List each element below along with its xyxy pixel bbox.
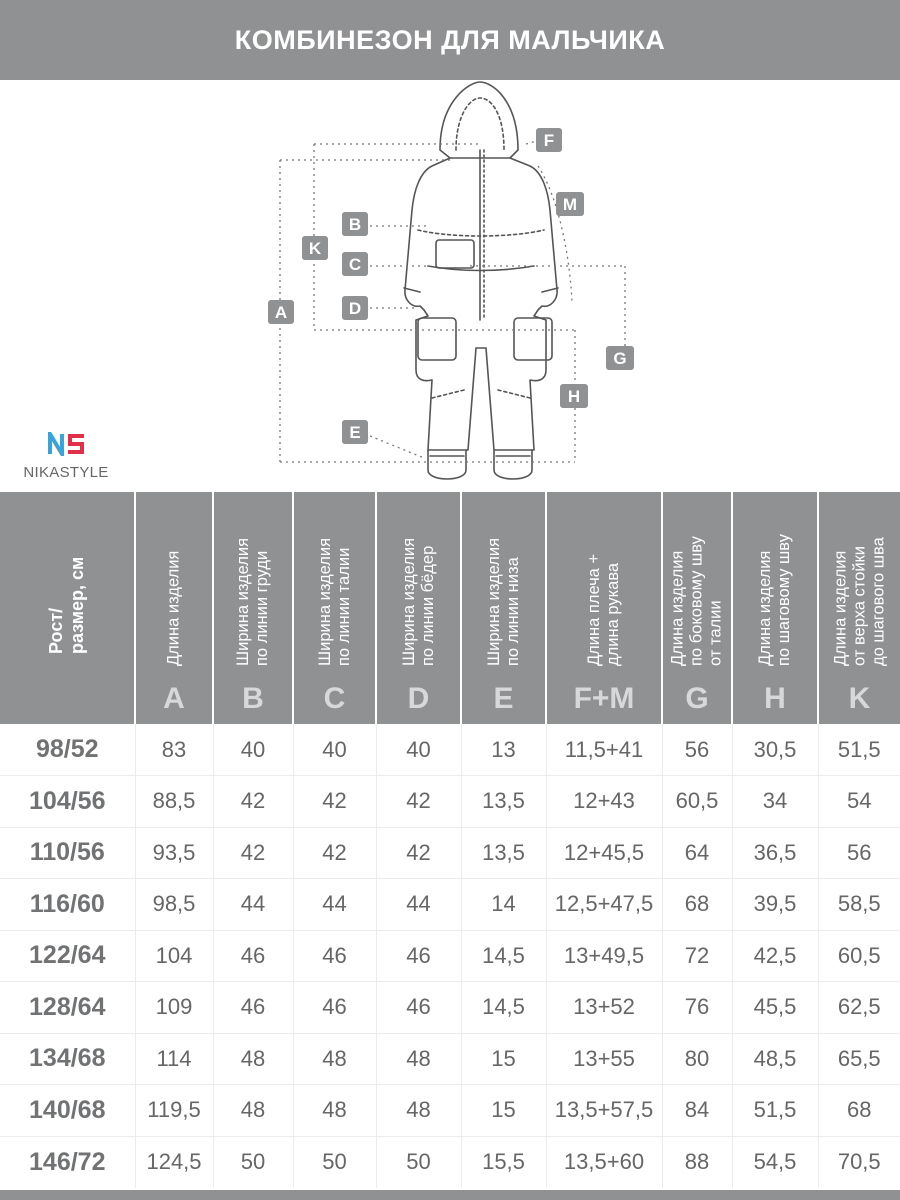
column-header-letter: K <box>848 682 871 715</box>
measurement-cell: 39,5 <box>732 879 818 931</box>
svg-text:M: M <box>562 195 578 214</box>
column-header-label: Длина изделия <box>164 550 183 666</box>
measurement-cell: 56 <box>818 827 900 879</box>
size-cell: 128/64 <box>0 982 135 1034</box>
measurement-cell: 40 <box>293 724 376 776</box>
measurement-cell: 54,5 <box>732 1136 818 1188</box>
column-header <box>135 492 213 724</box>
svg-text:B: B <box>348 215 362 234</box>
column-header-letter: H <box>764 682 786 715</box>
column-header <box>461 492 546 724</box>
column-header <box>293 492 376 724</box>
table-row <box>0 724 900 776</box>
title-bar <box>0 0 900 80</box>
label-f <box>536 128 562 152</box>
measurement-cell: 109 <box>135 982 213 1034</box>
measurement-cell: 124,5 <box>135 1136 213 1188</box>
measurement-cell: 42 <box>293 776 376 828</box>
measurement-cell: 48,5 <box>732 1033 818 1085</box>
table-row <box>0 776 900 828</box>
size-cell: 98/52 <box>0 724 135 776</box>
label-d <box>342 296 368 320</box>
label-m <box>556 192 584 216</box>
measurement-cell: 13+52 <box>546 982 662 1034</box>
column-header <box>213 492 293 724</box>
column-header-letter: F+M <box>573 682 635 715</box>
measurement-cell: 93,5 <box>135 827 213 879</box>
table-row <box>0 1136 900 1188</box>
table-row <box>0 982 900 1034</box>
brand-logo-icon <box>48 432 86 456</box>
column-header-letter: A <box>163 682 185 715</box>
measurement-cell: 114 <box>135 1033 213 1085</box>
svg-text:E: E <box>349 423 361 442</box>
table-row <box>0 930 900 982</box>
size-cell: 110/56 <box>0 827 135 879</box>
measurement-cell: 36,5 <box>732 827 818 879</box>
measurement-cell: 48 <box>376 1033 461 1085</box>
column-header-label: Ширина изделия по линии низа <box>484 537 522 666</box>
size-cell: 116/60 <box>0 879 135 931</box>
svg-text:K: K <box>308 239 322 258</box>
measurement-cell: 50 <box>293 1136 376 1188</box>
measurement-cell: 46 <box>213 982 293 1034</box>
measurement-cell: 40 <box>376 724 461 776</box>
measurement-cell: 68 <box>662 879 732 931</box>
column-header-letter: G <box>685 682 709 715</box>
table-body <box>0 724 900 1188</box>
column-header-label: Длина изделия по боковому шву от талии <box>668 536 725 666</box>
page-title: КОМБИНЕЗОН ДЛЯ МАЛЬЧИКА <box>234 24 666 55</box>
label-k <box>302 236 328 260</box>
size-cell: 140/68 <box>0 1085 135 1137</box>
measurement-cell: 48 <box>376 1085 461 1137</box>
measurement-cell: 13,5 <box>461 776 546 828</box>
measurement-cell: 44 <box>213 879 293 931</box>
column-header-label: Ширина изделия по линии бёдер <box>399 537 437 666</box>
label-c <box>342 252 368 276</box>
measurement-cell: 56 <box>662 724 732 776</box>
measurement-cell: 65,5 <box>818 1033 900 1085</box>
measurement-cell: 14,5 <box>461 930 546 982</box>
svg-text:A: A <box>274 303 288 322</box>
measurement-cell: 44 <box>293 879 376 931</box>
measurement-cell: 98,5 <box>135 879 213 931</box>
measurement-cell: 42 <box>293 827 376 879</box>
measurement-cell: 119,5 <box>135 1085 213 1137</box>
measurement-cell: 42,5 <box>732 930 818 982</box>
measurement-cell: 44 <box>376 879 461 931</box>
measurement-cell: 58,5 <box>818 879 900 931</box>
column-header-label: Ширина изделия по линии талии <box>315 537 353 666</box>
column-header-letter: C <box>323 682 346 715</box>
measurement-cell: 88,5 <box>135 776 213 828</box>
label-g <box>606 346 634 370</box>
label-b <box>342 212 368 236</box>
measurement-cell: 13,5 <box>461 827 546 879</box>
measurement-cell: 48 <box>213 1033 293 1085</box>
column-header-label: Ширина изделия по линии груди <box>234 537 271 666</box>
column-header <box>818 492 900 724</box>
column-header <box>662 492 732 724</box>
measurement-cell: 12+43 <box>546 776 662 828</box>
measurement-cell: 13+49,5 <box>546 930 662 982</box>
measurement-cell: 14 <box>461 879 546 931</box>
column-header <box>546 492 662 724</box>
measurement-cell: 15 <box>461 1033 546 1085</box>
measurement-cell: 64 <box>662 827 732 879</box>
svg-text:F: F <box>543 131 555 150</box>
measurement-cell: 54 <box>818 776 900 828</box>
table-row <box>0 1085 900 1137</box>
measurement-cell: 46 <box>376 982 461 1034</box>
measurement-cell: 14,5 <box>461 982 546 1034</box>
measurement-cell: 13+55 <box>546 1033 662 1085</box>
svg-text:H: H <box>567 387 581 406</box>
column-header <box>0 492 135 724</box>
measurement-cell: 42 <box>213 827 293 879</box>
measurement-cell: 60,5 <box>818 930 900 982</box>
measurement-cell: 46 <box>293 930 376 982</box>
svg-text:G: G <box>613 349 627 368</box>
measurement-cell: 40 <box>213 724 293 776</box>
size-cell: 146/72 <box>29 1147 106 1176</box>
measurement-cell: 15,5 <box>461 1136 546 1188</box>
column-header-letter: B <box>242 682 264 715</box>
measurement-cell: 48 <box>293 1085 376 1137</box>
svg-text:D: D <box>348 299 362 318</box>
measurement-cell: 46 <box>213 930 293 982</box>
column-header-label: Рост/ размер, см <box>46 556 87 654</box>
size-cell: 104/56 <box>0 776 135 828</box>
measurement-cell: 60,5 <box>662 776 732 828</box>
measurement-cell: 62,5 <box>818 982 900 1034</box>
column-header-letter: D <box>407 682 430 715</box>
label-h <box>560 384 588 408</box>
brand-logo <box>12 432 120 486</box>
measurement-cell: 11,5+41 <box>546 724 662 776</box>
measurement-cell: 51,5 <box>732 1085 818 1137</box>
measurement-cell: 42 <box>376 827 461 879</box>
measurement-cell: 84 <box>662 1085 732 1137</box>
measurement-cell: 48 <box>213 1085 293 1137</box>
measurement-cell: 13,5+57,5 <box>546 1085 662 1137</box>
size-cell: 134/68 <box>0 1033 135 1085</box>
column-header <box>732 492 818 724</box>
measurement-cell: 104 <box>135 930 213 982</box>
measurement-cell: 12+45,5 <box>546 827 662 879</box>
measurement-cell: 13 <box>461 724 546 776</box>
measurement-cell: 15 <box>461 1085 546 1137</box>
measurement-cell: 42 <box>213 776 293 828</box>
table-row <box>0 1033 900 1085</box>
column-header <box>376 492 461 724</box>
column-header-letter: E <box>493 682 514 715</box>
bottom-bar <box>0 1190 900 1200</box>
table-row <box>0 827 900 879</box>
measurement-cell: 48 <box>293 1033 376 1085</box>
label-a <box>268 300 294 324</box>
measurement-cell: 34 <box>732 776 818 828</box>
measurement-cell: 83 <box>135 724 213 776</box>
size-cell: 122/64 <box>0 930 135 982</box>
column-header-label: Длина плеча + длина рукава <box>585 553 622 666</box>
svg-text:C: C <box>348 255 362 274</box>
size-table <box>0 492 900 1188</box>
measurement-cell: 46 <box>293 982 376 1034</box>
brand-name: NIKASTYLE <box>23 464 109 481</box>
label-e <box>342 420 368 444</box>
measurement-cell: 76 <box>662 982 732 1034</box>
measurement-cell: 46 <box>376 930 461 982</box>
table-row <box>0 879 900 931</box>
measurement-cell: 50 <box>376 1136 461 1188</box>
table-header-row <box>0 492 900 724</box>
measurement-cell: 80 <box>662 1033 732 1085</box>
measurement-cell: 45,5 <box>732 982 818 1034</box>
measurement-cell: 72 <box>662 930 732 982</box>
measurement-cell: 12,5+47,5 <box>546 879 662 931</box>
measurement-cell: 68 <box>818 1085 900 1137</box>
measurement-cell: 51,5 <box>818 724 900 776</box>
measurement-cell: 50 <box>213 1136 293 1188</box>
measurement-cell: 30,5 <box>732 724 818 776</box>
jumpsuit-sketch <box>0 80 900 492</box>
garment-diagram <box>0 80 900 492</box>
measurement-cell: 88 <box>662 1136 732 1188</box>
column-header-label: Длина изделия от верха стойки до шагового шва <box>831 537 887 666</box>
measurement-cell: 42 <box>376 776 461 828</box>
measurement-cell: 70,5 <box>818 1136 900 1188</box>
measurement-cell: 13,5+60 <box>546 1136 662 1188</box>
column-header-label: Длина изделия по шаговому шву <box>756 534 793 666</box>
